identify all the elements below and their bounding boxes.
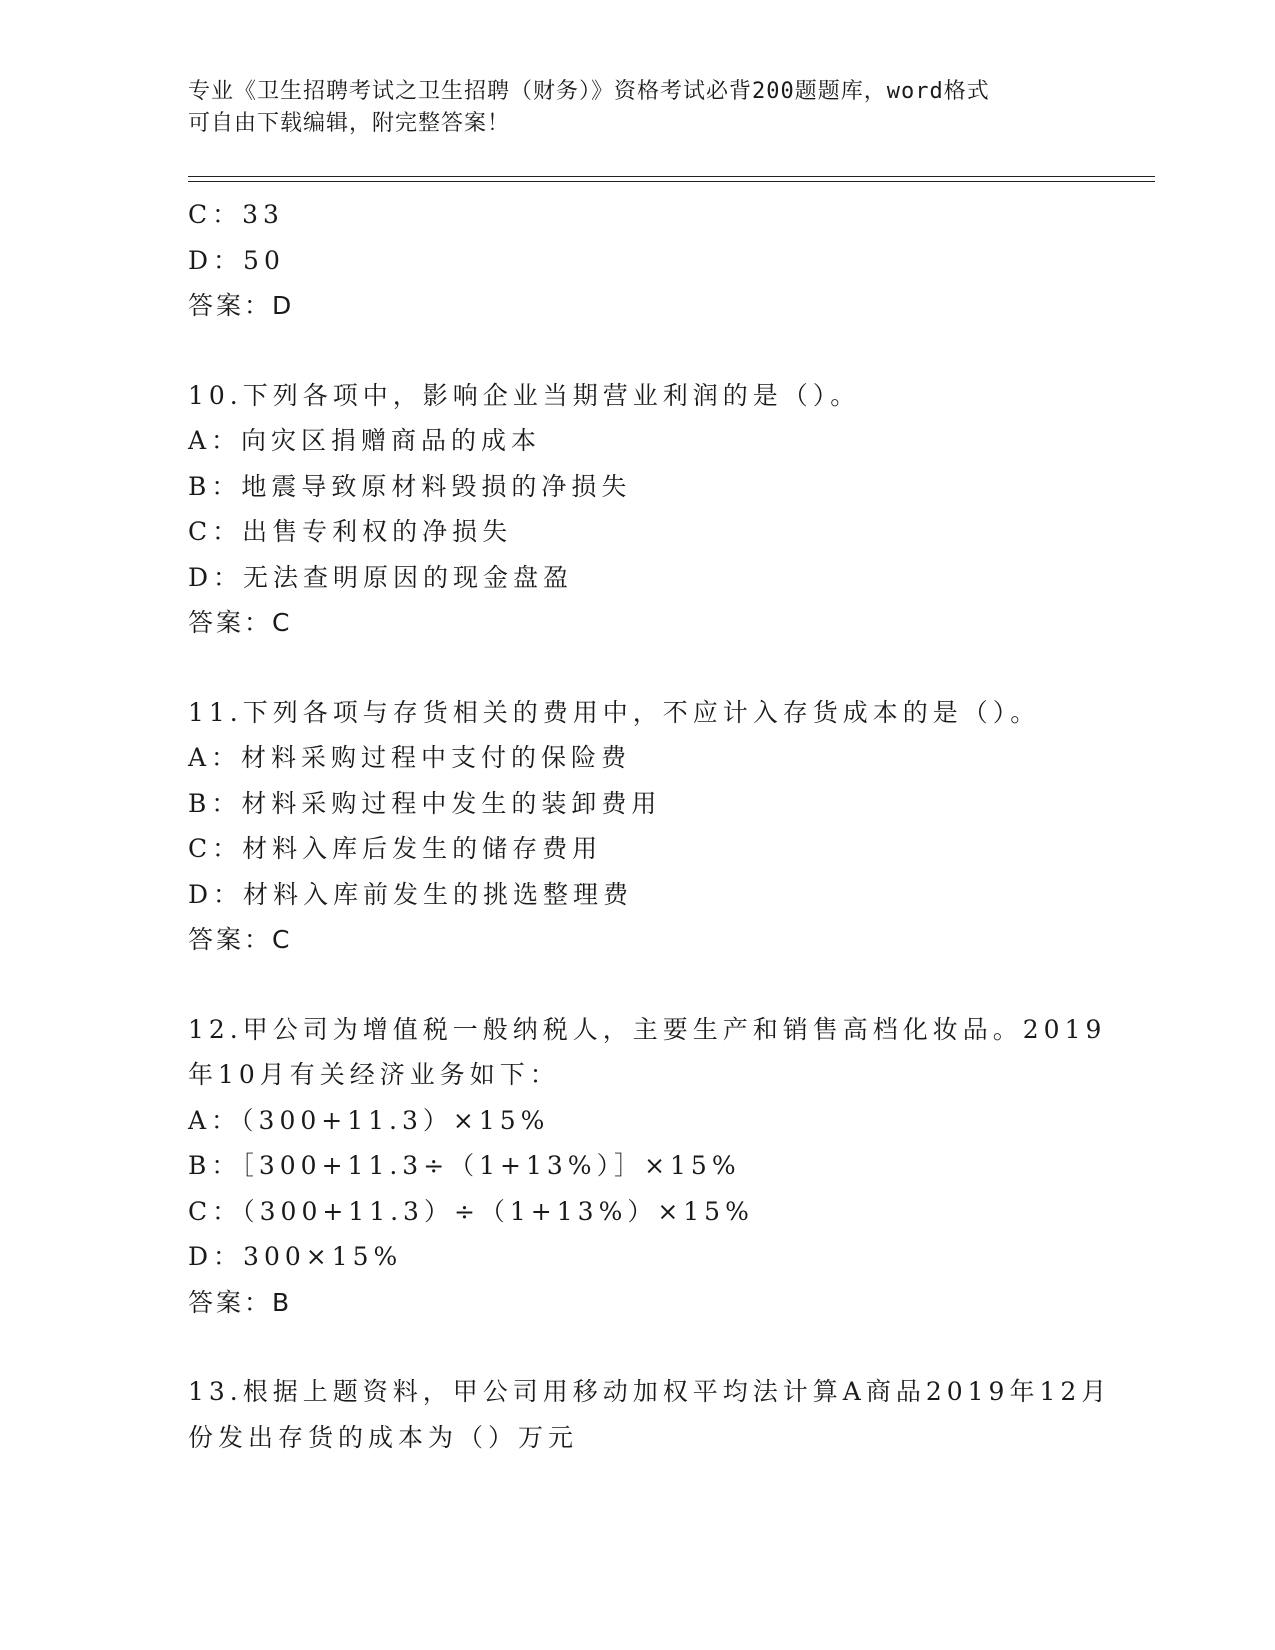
answer: 答案：D	[188, 291, 295, 320]
question-stem: 13.根据上题资料，甲公司用移动加权平均法计算A商品2019年12月	[188, 1377, 1112, 1406]
question-stem: 11.下列各项与存货相关的费用中，不应计入存货成本的是（）。	[188, 697, 1041, 727]
header-line-2: 可自由下载编辑，附完整答案！	[188, 111, 511, 136]
option-c: C：出售专利权的净损失	[188, 517, 513, 546]
option-a: A：（300+11.3）×15%	[188, 1105, 550, 1135]
option-d: D：300×15%	[188, 1242, 403, 1271]
question-list	[188, 192, 1112, 1460]
option-c: C：材料入库后发生的储存费用	[188, 834, 603, 863]
option-b: B：地震导致原材料毁损的净损失	[188, 471, 632, 501]
question-stem-continued: 份发出存货的成本为（）万元	[188, 1422, 579, 1452]
answer: 答案：C	[188, 925, 293, 954]
option-a: A：材料采购过程中支付的保险费	[188, 743, 632, 772]
question-stem: 12.甲公司为增值税一般纳税人，主要生产和销售高档化妆品。2019	[188, 1014, 1107, 1044]
option-d: D：50	[188, 245, 285, 275]
answer: 答案：B	[188, 1287, 293, 1317]
option-c: C：（300+11.3）÷（1+13%）×15%	[188, 1196, 754, 1226]
question-stem-continued: 年10月有关经济业务如下：	[188, 1060, 560, 1089]
answer: 答案：C	[188, 608, 293, 637]
option-b: B：材料采购过程中发生的装卸费用	[188, 788, 662, 818]
header-divider-bottom	[188, 181, 1155, 182]
header-line-1: 专业《卫生招聘考试之卫生招聘（财务）》资格考试必背200题题库，word格式	[188, 79, 990, 104]
option-d: D：材料入库前发生的挑选整理费	[188, 879, 634, 909]
question-stem: 10.下列各项中，影响企业当期营业利润的是（）。	[188, 380, 861, 410]
option-b: B：［300+11.3÷（1+13%）］×15%	[188, 1151, 741, 1180]
option-c: C：33	[188, 200, 284, 229]
document-header	[188, 76, 1068, 140]
header-divider-top	[188, 176, 1155, 177]
option-d: D：无法查明原因的现金盘盈	[188, 562, 574, 592]
option-a: A：向灾区捐赠商品的成本	[188, 426, 542, 455]
